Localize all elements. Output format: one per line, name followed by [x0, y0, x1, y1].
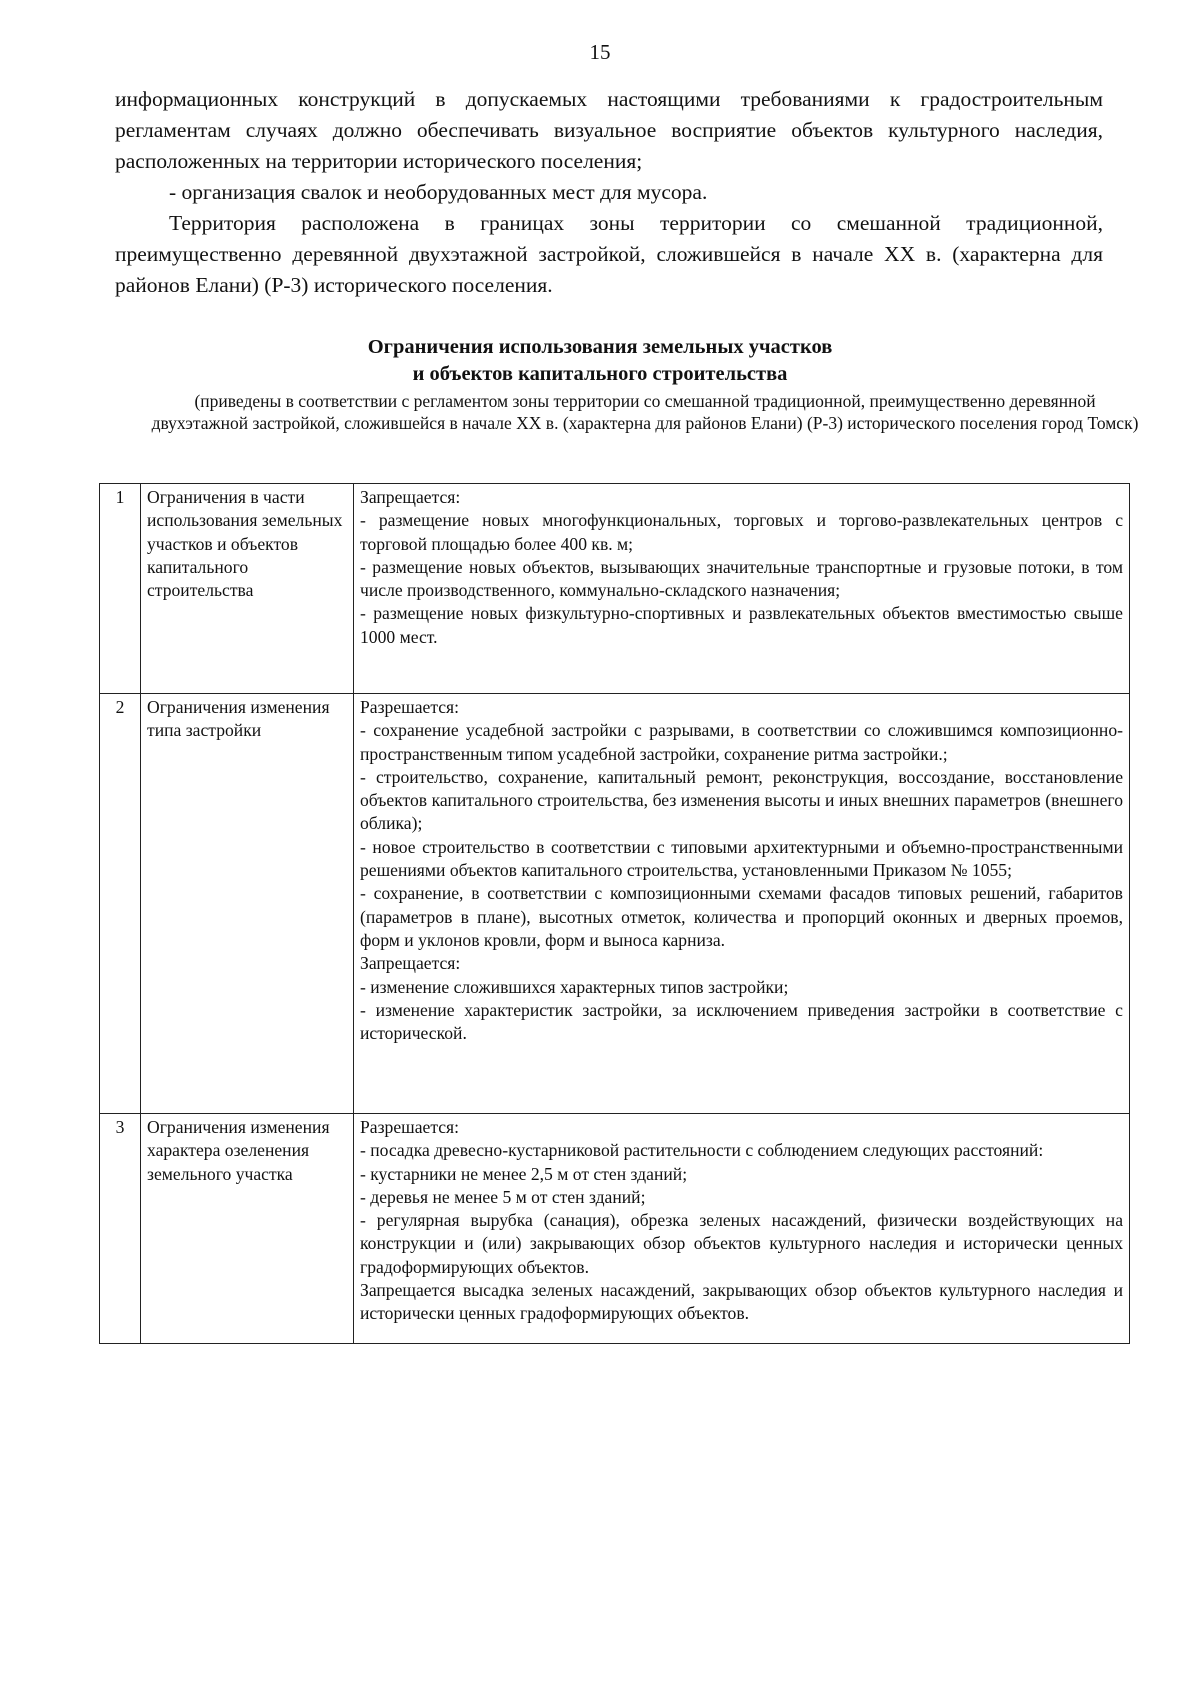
table-row — [100, 484, 1130, 694]
heading-line: Ограничения использования земельных участков — [367, 336, 833, 358]
heading-line: и объектов капитального строительства — [412, 363, 788, 385]
row-number: 2 — [100, 694, 141, 1114]
content-line: - сохранение усадебной застройки с разрывами, в соответствии со сложившимся композиционно-пространственным типом усадебной застройки, сохранение ритма застройки.; — [360, 720, 1123, 764]
content-line: - деревья не менее 5 м от стен зданий; — [360, 1186, 646, 1207]
paragraph: информационных конструкций в допускаемых настоящими требованиями к градостроительным регламентам случаях должно обеспечивать визуальное восприятие объектов культурного наследия, расположенных на территории исторического поселения; — [115, 87, 1103, 173]
row-number: 1 — [100, 484, 141, 694]
row-number: 3 — [100, 1114, 141, 1344]
content-line: Запрещается: — [360, 953, 461, 974]
content-line: - изменение сложившихся характерных типов застройки; — [360, 976, 789, 997]
content-line: Запрещается: — [360, 487, 461, 507]
section-heading — [0, 334, 1200, 388]
content-line: - регулярная вырубка (санация), обрезка зеленых насаждений, физически воздействующих на конструкции и (или) закрывающих обзор объектов культурного наследия и исторически ценных градоформирующих объектов. — [360, 1210, 1123, 1277]
content-line: - кустарники не менее 2,5 м от стен зданий; — [360, 1163, 688, 1184]
content-line: - изменение характеристик застройки, за исключением приведения застройки в соответствие с исторической. — [360, 999, 1123, 1044]
section-subtitle: (приведены в соответствии с регламентом зоны территории со смешанной традиционной, преимущественно деревянной двухэтажной застройкой, сложившейся в начале XX в. (характерна для районов Елани) (Р-3) исторического поселения город Томск) — [151, 391, 1139, 433]
body-text — [115, 84, 1103, 301]
page-number: 15 — [589, 40, 611, 64]
content-line: Разрешается: — [360, 697, 460, 717]
restriction-name: Ограничения в части использования земельных участков и объектов капитального строительства — [141, 484, 354, 694]
paragraph: Территория расположена в границах зоны территории со смешанной традиционной, преимущественно деревянной двухэтажной застройкой, сложившейся в начале XX в. (характерна для районов Елани) (Р-3) исторического поселения. — [115, 211, 1103, 297]
content-line: Разрешается: — [360, 1117, 460, 1137]
content-line: - размещение новых объектов, вызывающих значительные транспортные и грузовые потоки, в том числе производственного, коммунально-складского назначения; — [360, 556, 1123, 601]
restriction-content — [354, 1114, 1130, 1344]
content-line: - сохранение, в соответствии с композиционными схемами фасадов типовых решений, габаритов (параметров в плане), высотных отметок, количества и пропорций оконных и дверных проемов, форм и уклонов кровли, форм и выноса карниза. — [360, 883, 1123, 950]
paragraph: - организация свалок и необорудованных мест для мусора. — [169, 180, 708, 204]
content-line: - посадка древесно-кустарниковой растительности с соблюдением следующих расстояний: — [360, 1140, 1044, 1161]
content-line: - размещение новых физкультурно-спортивных и развлекательных объектов вместимостью свыше 1000 мест. — [360, 603, 1123, 647]
table-row — [100, 1114, 1130, 1344]
content-line: - строительство, сохранение, капитальный ремонт, реконструкция, воссоздание, восстановление объектов капитального строительства, без изменения высоты и иных внешних параметров (внешнего облика); — [360, 766, 1123, 834]
restriction-name: Ограничения изменения характера озеленения земельного участка — [141, 1114, 354, 1344]
restriction-content — [354, 484, 1130, 694]
restrictions-table — [99, 483, 1130, 1344]
table-row — [100, 694, 1130, 1114]
content-line: - новое строительство в соответствии с типовыми архитектурными и объемно-пространственными решениями объектов капитального строительства, установленными Приказом № 1055; — [360, 836, 1123, 881]
restriction-content — [354, 694, 1130, 1114]
content-line: - размещение новых многофункциональных, торговых и торгово-развлекательных центров с торговой площадью более 400 кв. м; — [360, 510, 1123, 554]
content-line: Запрещается высадка зеленых насаждений, закрывающих обзор объектов культурного наследия и исторически ценных градоформирующих объектов. — [360, 1280, 1123, 1324]
restriction-name: Ограничения изменения типа застройки — [141, 694, 354, 1114]
